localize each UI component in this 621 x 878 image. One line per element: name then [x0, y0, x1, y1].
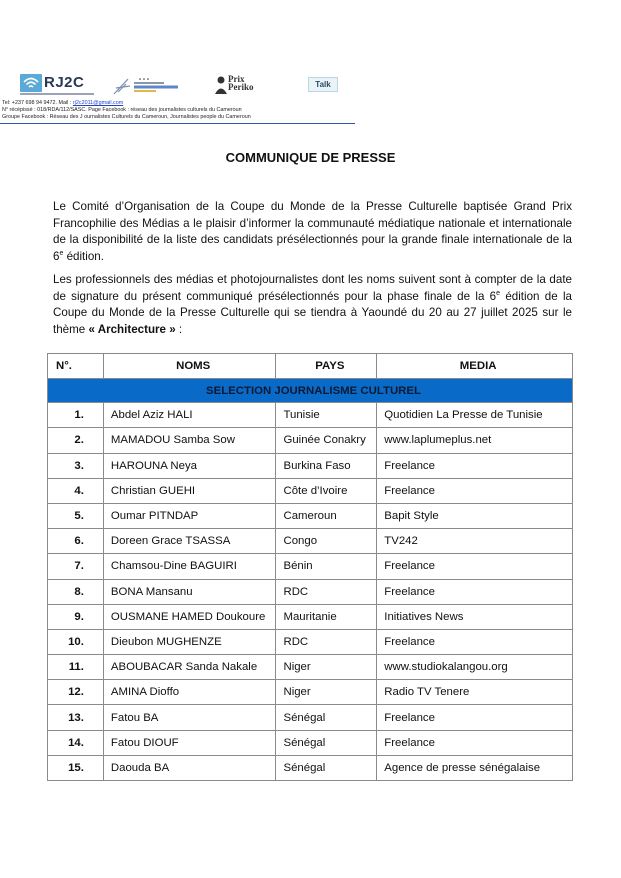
section-title: SELECTION JOURNALISME CULTUREL	[48, 379, 573, 403]
candidate-media: Freelance	[377, 453, 573, 478]
row-number: 8.	[48, 579, 104, 604]
candidate-country: Mauritanie	[276, 604, 377, 629]
contact-line-2: N° récépissé : 018/RDA/112/SASC. Page Facebook : réseau des journalistes culturels du Cameroun	[2, 107, 242, 113]
intro-text-end: édition.	[63, 249, 104, 263]
talk-logo	[308, 77, 338, 92]
details-text-middle: édition de la Coupe du Monde de la Presse Culturelle qui se tiendra à Yaoundé du 20 au 27 juillet 2025 sur le thème	[53, 289, 573, 336]
contact-info	[0, 100, 360, 121]
contact-line-3: Groupe Facebook : Réseau des J ournalistes Culturels du Cameroun, Journalistes people du Cameroun	[2, 114, 251, 120]
letterhead	[0, 72, 360, 121]
candidate-media: Agence de presse sénégalaise	[377, 755, 573, 780]
theme-text: « Architecture »	[88, 322, 176, 336]
table-header-row	[48, 354, 573, 379]
header-country: PAYS	[276, 354, 377, 379]
candidate-country: Côte d’Ivoire	[276, 478, 377, 503]
table-row	[48, 503, 573, 528]
candidate-media: Quotidien La Presse de Tunisie	[377, 403, 573, 428]
candidate-country: RDC	[276, 629, 377, 654]
table-row	[48, 478, 573, 503]
header-media: MEDIA	[377, 354, 573, 379]
candidate-country: Sénégal	[276, 730, 377, 755]
ordinal-suffix: e	[496, 289, 501, 297]
grand-prix-francophilie-logo	[112, 76, 182, 96]
row-number: 4.	[48, 478, 104, 503]
candidate-name: Dieubon MUGHENZE	[103, 629, 276, 654]
table-row	[48, 730, 573, 755]
phone-mail-label: Tel: +237 698 94 9472. Mail :	[2, 100, 72, 106]
candidate-media: TV242	[377, 529, 573, 554]
candidate-media: Freelance	[377, 579, 573, 604]
prix-word: Prix	[228, 74, 245, 84]
rj2c-logo-text: RJ2C	[44, 74, 85, 91]
candidate-name: BONA Mansanu	[103, 579, 276, 604]
candidate-name: Abdel Aziz HALI	[103, 403, 276, 428]
table-row	[48, 428, 573, 453]
candidate-name: Fatou BA	[103, 705, 276, 730]
candidate-name: HAROUNA Neya	[103, 453, 276, 478]
details-paragraph	[53, 272, 572, 338]
row-number: 15.	[48, 755, 104, 780]
section-header-row	[48, 379, 573, 403]
person-icon	[214, 75, 228, 95]
table-row	[48, 629, 573, 654]
candidate-country: Bénin	[276, 554, 377, 579]
candidate-country: Burkina Faso	[276, 453, 377, 478]
candidate-country: Guinée Conakry	[276, 428, 377, 453]
row-number: 2.	[48, 428, 104, 453]
prix-periko-text	[228, 75, 254, 91]
rj2c-tagline	[20, 93, 94, 95]
contact-line-1	[2, 100, 360, 107]
candidate-name: Fatou DIOUF	[103, 730, 276, 755]
candidate-name: ABOUBACAR Sanda Nakale	[103, 655, 276, 680]
header-names: NOMS	[103, 354, 276, 379]
candidate-name: MAMADOU Samba Sow	[103, 428, 276, 453]
candidate-name: Doreen Grace TSASSA	[103, 529, 276, 554]
ordinal-suffix: e	[59, 249, 64, 257]
intro-text: Le Comité d’Organisation de la Coupe du Monde de la Presse Culturelle baptisée Grand Prix Francophilie des Médias a le plaisir d’informer la communauté médiatique nationale et internationale de la disponibilité de la liste des candidats présélectionnés pour la grande finale internationale de la 6	[53, 200, 572, 263]
wifi-icon	[20, 74, 42, 92]
details-text-end: :	[175, 322, 183, 336]
candidate-country: Niger	[276, 680, 377, 705]
candidate-media: Radio TV Tenere	[377, 680, 573, 705]
rj2c-logo	[20, 74, 94, 98]
table-row	[48, 680, 573, 705]
candidate-media: www.laplumeplus.net	[377, 428, 573, 453]
candidate-country: Sénégal	[276, 755, 377, 780]
table-row	[48, 453, 573, 478]
candidate-name: Oumar PITNDAP	[103, 503, 276, 528]
candidate-media: Initiatives News	[377, 604, 573, 629]
table-row	[48, 403, 573, 428]
candidate-country: RDC	[276, 579, 377, 604]
candidate-name: OUSMANE HAMED Doukoure	[103, 604, 276, 629]
candidate-name: Christian GUEHI	[103, 478, 276, 503]
table-row	[48, 554, 573, 579]
row-number: 3.	[48, 453, 104, 478]
row-number: 6.	[48, 529, 104, 554]
talk-logo-text: Talk	[315, 80, 331, 89]
table-row	[48, 604, 573, 629]
periko-word: Periko	[228, 82, 254, 92]
prix-periko-logo	[214, 75, 264, 97]
candidate-country: Niger	[276, 655, 377, 680]
candidate-name: AMINA Dioffo	[103, 680, 276, 705]
candidate-media: Freelance	[377, 730, 573, 755]
candidate-country: Cameroun	[276, 503, 377, 528]
intro-paragraph	[53, 199, 572, 265]
table-row	[48, 579, 573, 604]
candidate-media: Freelance	[377, 478, 573, 503]
email-link[interactable]: rj2c2011@gmail.com	[72, 100, 124, 106]
row-number: 5.	[48, 503, 104, 528]
candidate-country: Sénégal	[276, 705, 377, 730]
logo-strip	[0, 72, 360, 100]
row-number: 14.	[48, 730, 104, 755]
candidate-media: www.studiokalangou.org	[377, 655, 573, 680]
candidate-media: Freelance	[377, 554, 573, 579]
table-row	[48, 755, 573, 780]
row-number: 9.	[48, 604, 104, 629]
candidate-country: Congo	[276, 529, 377, 554]
candidate-media: Freelance	[377, 705, 573, 730]
row-number: 12.	[48, 680, 104, 705]
candidate-media: Bapit Style	[377, 503, 573, 528]
document-title: COMMUNIQUE DE PRESSE	[225, 150, 396, 165]
row-number: 7.	[48, 554, 104, 579]
table-row	[48, 705, 573, 730]
candidate-name: Chamsou-Dine BAGUIRI	[103, 554, 276, 579]
candidate-country: Tunisie	[276, 403, 377, 428]
row-number: 11.	[48, 655, 104, 680]
letterhead-divider	[0, 123, 355, 124]
table-row	[48, 655, 573, 680]
table-row	[48, 529, 573, 554]
row-number: 13.	[48, 705, 104, 730]
details-text: Les professionnels des médias et photojournalistes dont les noms suivent sont à compter de la date de signature du présent communiqué présélectionnés pour la phase finale de la 6	[53, 273, 572, 303]
row-number: 10.	[48, 629, 104, 654]
candidates-table	[47, 353, 573, 781]
row-number: 1.	[48, 403, 104, 428]
candidate-media: Freelance	[377, 629, 573, 654]
candidate-name: Daouda BA	[103, 755, 276, 780]
header-number: N°.	[48, 354, 104, 379]
